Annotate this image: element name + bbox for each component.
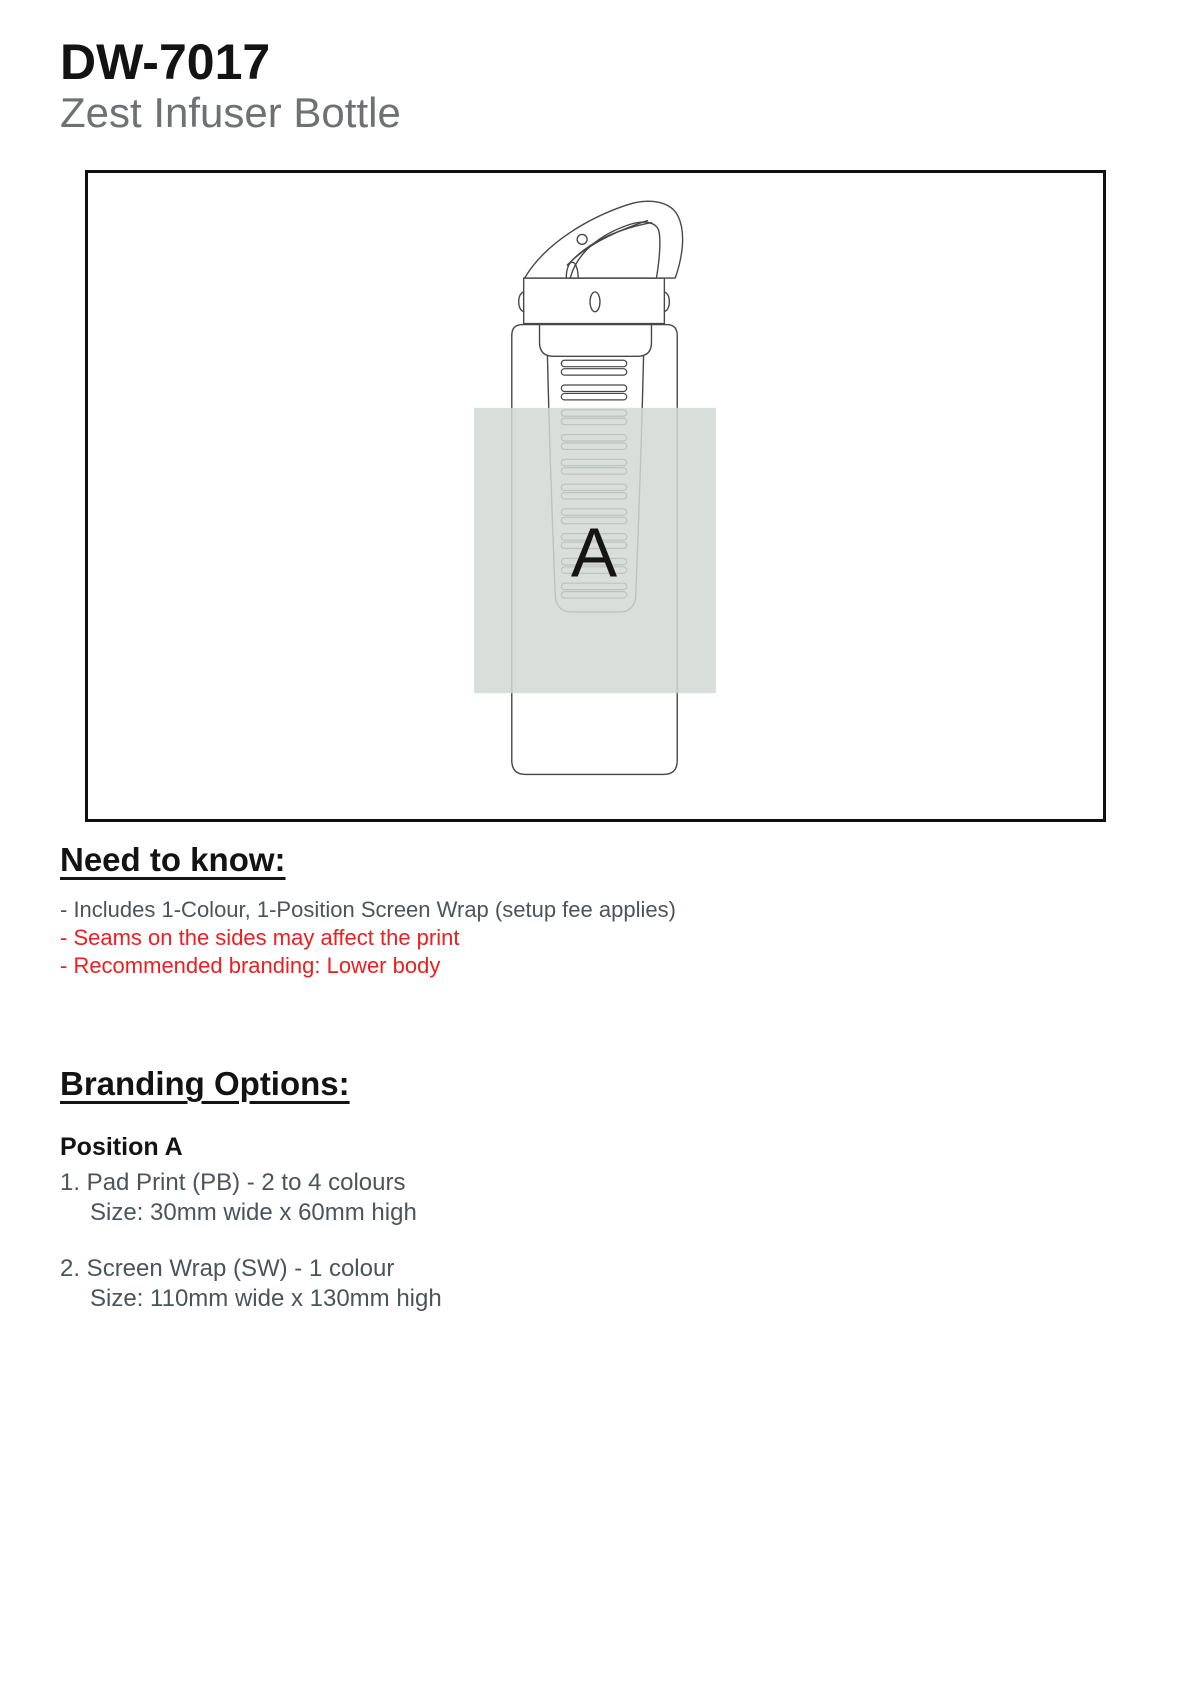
branding-option-1 [60, 1168, 442, 1228]
branding-options-heading: Branding Options: [60, 1065, 350, 1102]
need-to-know-section [60, 840, 676, 980]
branding-option-1-size: Size: 30mm wide x 60mm high [90, 1198, 417, 1226]
title-block [60, 34, 401, 136]
product-code: DW-7017 [60, 34, 271, 90]
cap-band [524, 278, 665, 324]
branding-option-2 [60, 1254, 442, 1314]
need-to-know-item: - Includes 1-Colour, 1-Position Screen Wrap (setup fee applies) [60, 896, 676, 922]
product-diagram-box [85, 170, 1106, 822]
need-to-know-item: - Recommended branding: Lower body [60, 952, 441, 978]
print-position-label: A [570, 513, 618, 592]
product-name: Zest Infuser Bottle [60, 89, 401, 136]
lid-knob [577, 234, 587, 244]
need-to-know-item: - Seams on the sides may affect the print [60, 924, 460, 950]
position-a-heading: Position A [60, 1132, 183, 1161]
branding-option-2-size: Size: 110mm wide x 130mm high [90, 1284, 442, 1312]
branding-options-section [60, 1064, 442, 1314]
cap-band-left-tab [519, 292, 524, 312]
bottle-line-drawing [88, 173, 1103, 819]
need-to-know-list [60, 896, 676, 980]
need-to-know-heading: Need to know: [60, 841, 286, 878]
branding-option-2-title: 2. Screen Wrap (SW) - 1 colour [60, 1254, 395, 1282]
cap-band-right-tab [664, 292, 669, 312]
branding-option-1-title: 1. Pad Print (PB) - 2 to 4 colours [60, 1168, 406, 1196]
